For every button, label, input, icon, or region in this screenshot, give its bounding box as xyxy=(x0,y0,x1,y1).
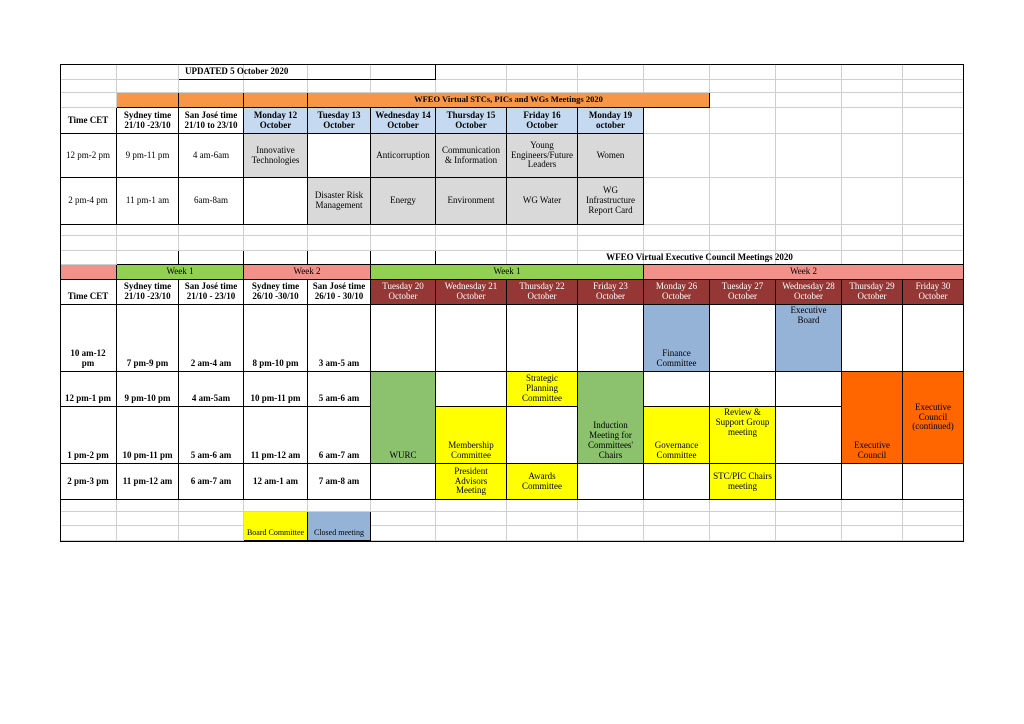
grid-cell xyxy=(308,80,371,93)
sanjose-time-cell: 6 am-7 am xyxy=(308,407,371,464)
grid-cell xyxy=(578,64,644,80)
grid-cell xyxy=(903,512,964,526)
empty-slot xyxy=(644,372,710,407)
sydney-time-cell: 10 pm-11 pm xyxy=(244,372,308,407)
grid-cell xyxy=(644,80,710,93)
grid-cell xyxy=(644,512,710,526)
sydney-time-cell: 12 am-1 am xyxy=(244,464,308,500)
empty-slot xyxy=(371,305,436,372)
grid-cell xyxy=(60,251,117,265)
empty-slot xyxy=(842,305,903,372)
sydney-time-cell: 7 pm-9 pm xyxy=(117,305,179,372)
event-membership-committee: Membership Committee xyxy=(436,407,507,464)
orange-header-cell xyxy=(244,93,308,108)
header-sydney-time: Sydney time 21/10 -23/10 xyxy=(117,108,179,134)
grid-cell xyxy=(710,80,776,93)
empty-slot xyxy=(436,372,507,407)
grid-cell xyxy=(776,108,842,134)
sanjose-time-cell: 7 am-8 am xyxy=(308,464,371,500)
blank-cell xyxy=(308,251,371,265)
sanjose-time-cell: 3 am-5 am xyxy=(308,305,371,372)
grid-cell xyxy=(842,225,903,236)
grid-cell xyxy=(903,134,964,178)
week1-label-times: Week 1 xyxy=(117,265,244,280)
meeting-cell: WG Infrastructure Report Card xyxy=(578,178,644,225)
grid-cell xyxy=(903,526,964,541)
empty-slot xyxy=(507,305,578,372)
grid-cell xyxy=(903,64,964,80)
grid-cell xyxy=(644,64,710,80)
header-sydney-time-week2: Sydney time 26/10 -30/10 xyxy=(244,280,308,305)
updated-title: UPDATED 5 October 2020 xyxy=(179,64,436,80)
sanjose-time-cell: 6 am-7 am xyxy=(179,464,244,500)
grid-cell xyxy=(507,512,578,526)
empty-cell xyxy=(244,178,308,225)
grid-cell xyxy=(507,526,578,541)
grid-cell xyxy=(371,512,436,526)
row-sydney-time: 9 pm-11 pm xyxy=(117,134,179,178)
grid-cell xyxy=(507,64,578,80)
sanjose-time-cell: 2 am-4 am xyxy=(179,305,244,372)
grid-cell xyxy=(371,526,436,541)
meeting-cell: Anticorruption xyxy=(371,134,436,178)
header-day: Friday 30 October xyxy=(903,280,964,305)
row-sanjose-time: 6am-8am xyxy=(179,178,244,225)
grid-cell xyxy=(117,500,179,512)
grid-cell xyxy=(710,236,776,251)
orange-header-cell xyxy=(179,93,244,108)
empty-slot xyxy=(776,464,842,500)
grid-cell xyxy=(842,108,903,134)
grid-cell xyxy=(776,93,842,108)
meeting-cell: Women xyxy=(578,134,644,178)
meeting-cell: Young Engineers/Future Leaders xyxy=(507,134,578,178)
grid-cell xyxy=(644,526,710,541)
grid-cell xyxy=(776,512,842,526)
grid-cell xyxy=(507,80,578,93)
grid-cell xyxy=(776,526,842,541)
grid-cell xyxy=(842,512,903,526)
grid-cell xyxy=(60,93,117,108)
header-time-cet: Time CET xyxy=(60,108,117,134)
blank-cell xyxy=(244,251,308,265)
grid-cell xyxy=(507,225,578,236)
grid-cell xyxy=(179,500,244,512)
grid-cell xyxy=(117,64,179,80)
grid-cell xyxy=(117,512,179,526)
meeting-cell: Energy xyxy=(371,178,436,225)
grid-cell xyxy=(507,500,578,512)
legend-board-committee: Board Committee xyxy=(244,512,308,541)
sanjose-time-cell: 4 am-5am xyxy=(179,372,244,407)
grid-cell xyxy=(371,225,436,236)
grid-cell xyxy=(117,236,179,251)
header-day: Tuesday 13 October xyxy=(308,108,371,134)
grid-cell xyxy=(903,108,964,134)
section1-title: WFEO Virtual STCs, PICs and WGs Meetings 2020 xyxy=(308,93,710,108)
grid-cell xyxy=(842,134,903,178)
sydney-time-cell: 11 pm-12 am xyxy=(244,407,308,464)
grid-cell xyxy=(507,236,578,251)
empty-slot xyxy=(776,372,842,407)
grid-cell xyxy=(60,526,117,541)
grid-cell xyxy=(436,512,507,526)
meeting-cell: Communication & Information xyxy=(436,134,507,178)
time-cet-cell: 1 pm-2 pm xyxy=(60,407,117,464)
grid-cell xyxy=(436,64,507,80)
header-day: Friday 16 October xyxy=(507,108,578,134)
empty-slot xyxy=(903,464,964,500)
grid-cell xyxy=(644,500,710,512)
grid-cell xyxy=(903,178,964,225)
grid-cell xyxy=(903,93,964,108)
grid-cell xyxy=(710,526,776,541)
grid-cell xyxy=(710,93,776,108)
grid-cell xyxy=(776,80,842,93)
grid-cell xyxy=(842,93,903,108)
grid-cell xyxy=(308,500,371,512)
grid-cell xyxy=(60,80,117,93)
grid-cell xyxy=(903,225,964,236)
event-executive-council-continued: Executive Council (continued) xyxy=(903,372,964,464)
sydney-time-cell: 9 pm-10 pm xyxy=(117,372,179,407)
grid-cell xyxy=(117,80,179,93)
grid-cell xyxy=(179,225,244,236)
grid-cell xyxy=(710,512,776,526)
grid-cell xyxy=(710,134,776,178)
grid-cell xyxy=(776,64,842,80)
week2-label-times: Week 2 xyxy=(244,265,371,280)
grid-cell xyxy=(710,225,776,236)
grid-cell xyxy=(60,64,117,80)
grid-cell xyxy=(842,64,903,80)
header-day: Wednesday 28 October xyxy=(776,280,842,305)
grid-cell xyxy=(776,236,842,251)
empty-slot xyxy=(644,464,710,500)
grid-cell xyxy=(710,64,776,80)
row-time-cet: 12 pm-2 pm xyxy=(60,134,117,178)
header-day: Thursday 15 October xyxy=(436,108,507,134)
sydney-time-cell: 8 pm-10 pm xyxy=(244,305,308,372)
empty-slot xyxy=(371,464,436,500)
grid-cell xyxy=(644,178,710,225)
empty-slot xyxy=(776,407,842,464)
grid-cell xyxy=(308,225,371,236)
grid-cell xyxy=(644,225,710,236)
event-strategic-planning: Strategic Planning Committee xyxy=(507,372,578,407)
grid-cell xyxy=(436,80,507,93)
row-sanjose-time: 4 am-6am xyxy=(179,134,244,178)
row-time-cet: 2 pm-4 pm xyxy=(60,178,117,225)
empty-cell xyxy=(308,134,371,178)
sydney-time-cell: 10 pm-11 pm xyxy=(117,407,179,464)
grid-cell xyxy=(842,80,903,93)
grid-cell xyxy=(578,225,644,236)
row-sydney-time: 11 pm-1 am xyxy=(117,178,179,225)
blank-cell xyxy=(179,251,244,265)
grid-cell xyxy=(903,236,964,251)
header-day: Thursday 22 October xyxy=(507,280,578,305)
grid-cell xyxy=(578,512,644,526)
grid-cell xyxy=(842,500,903,512)
meeting-cell: Disaster Risk Management xyxy=(308,178,371,225)
grid-cell xyxy=(60,500,117,512)
grid-cell xyxy=(60,225,117,236)
grid-cell xyxy=(578,526,644,541)
empty-slot xyxy=(578,464,644,500)
grid-cell xyxy=(776,500,842,512)
grid-cell xyxy=(842,236,903,251)
grid-cell xyxy=(371,80,436,93)
section2-title: WFEO Virtual Executive Council Meetings 2020 xyxy=(436,251,964,265)
blank-cell xyxy=(371,251,436,265)
grid-cell xyxy=(578,80,644,93)
header-day: Monday 12 October xyxy=(244,108,308,134)
grid-cell xyxy=(903,500,964,512)
grid-cell xyxy=(578,500,644,512)
header-day: Tuesday 27 October xyxy=(710,280,776,305)
grid-cell xyxy=(179,512,244,526)
grid-cell xyxy=(710,500,776,512)
header-day: Thursday 29 October xyxy=(842,280,903,305)
header-time-cet: Time CET xyxy=(60,280,117,305)
grid-cell xyxy=(371,500,436,512)
header-sanjose-time-week1: San José time 21/10 - 23/10 xyxy=(179,280,244,305)
event-president-advisors: President Advisors Meeting xyxy=(436,464,507,500)
grid-cell xyxy=(117,526,179,541)
meeting-cell: Environment xyxy=(436,178,507,225)
grid-cell xyxy=(776,134,842,178)
grid-cell xyxy=(644,236,710,251)
header-sydney-time-week1: Sydney time 21/10 -23/10 xyxy=(117,280,179,305)
header-day: Monday 26 October xyxy=(644,280,710,305)
grid-cell xyxy=(60,512,117,526)
grid-cell xyxy=(903,80,964,93)
grid-cell xyxy=(436,500,507,512)
header-day: Tuesday 20 October xyxy=(371,280,436,305)
grid-cell xyxy=(117,225,179,236)
grid-cell xyxy=(179,526,244,541)
event-executive-board: Executive Board xyxy=(776,305,842,372)
event-stc-pic-chairs: STC/PIC Chairs meeting xyxy=(710,464,776,500)
header-day: Monday 19 october xyxy=(578,108,644,134)
empty-slot xyxy=(903,305,964,372)
empty-slot xyxy=(436,305,507,372)
week1-label-days: Week 1 xyxy=(371,265,644,280)
sanjose-time-cell: 5 am-6 am xyxy=(308,372,371,407)
blank-cell xyxy=(117,251,179,265)
sanjose-time-cell: 5 am-6 am xyxy=(179,407,244,464)
time-cet-cell: 2 pm-3 pm xyxy=(60,464,117,500)
empty-slot xyxy=(842,464,903,500)
grid-cell xyxy=(244,500,308,512)
header-day: Wednesday 21 October xyxy=(436,280,507,305)
grid-cell xyxy=(436,526,507,541)
empty-slot xyxy=(710,372,776,407)
grid-cell xyxy=(578,236,644,251)
header-day: Friday 23 October xyxy=(578,280,644,305)
header-sanjose-time: San José time 21/10 to 23/10 xyxy=(179,108,244,134)
grid-cell xyxy=(179,236,244,251)
event-wurc: WURC xyxy=(371,372,436,464)
sydney-time-cell: 11 pm-12 am xyxy=(117,464,179,500)
empty-slot xyxy=(578,305,644,372)
grid-cell xyxy=(710,178,776,225)
event-finance-committee: Finance Committee xyxy=(644,305,710,372)
grid-cell xyxy=(436,225,507,236)
schedule-sheet xyxy=(60,64,964,542)
event-awards-committee: Awards Committee xyxy=(507,464,578,500)
grid-cell xyxy=(244,236,308,251)
event-governance-committee: Governance Committee xyxy=(644,407,710,464)
event-review-support-group: Review & Support Group meeting xyxy=(710,407,776,464)
header-day: Wednesday 14 October xyxy=(371,108,436,134)
time-cet-cell: 12 pm-1 pm xyxy=(60,372,117,407)
grid-cell xyxy=(308,236,371,251)
grid-cell xyxy=(179,80,244,93)
grid-cell xyxy=(244,225,308,236)
week-row-lead xyxy=(60,265,117,280)
grid-cell xyxy=(371,236,436,251)
time-cet-cell: 10 am-12 pm xyxy=(60,305,117,372)
grid-cell xyxy=(710,108,776,134)
grid-cell xyxy=(436,236,507,251)
legend-closed-meeting: Closed meeting xyxy=(308,512,371,541)
event-executive-council: Executive Council xyxy=(842,372,903,464)
grid-cell xyxy=(244,80,308,93)
header-sanjose-time-week2: San José time 26/10 - 30/10 xyxy=(308,280,371,305)
week2-label-days: Week 2 xyxy=(644,265,964,280)
meeting-cell: Innovative Technologies xyxy=(244,134,308,178)
empty-slot xyxy=(507,407,578,464)
event-induction-meeting: Induction Meeting for Committees' Chairs xyxy=(578,372,644,464)
empty-slot xyxy=(710,305,776,372)
orange-header-cell xyxy=(117,93,179,108)
meeting-cell: WG Water xyxy=(507,178,578,225)
grid-cell xyxy=(644,134,710,178)
grid-cell xyxy=(842,178,903,225)
grid-cell xyxy=(60,236,117,251)
grid-cell xyxy=(776,178,842,225)
grid-cell xyxy=(842,526,903,541)
grid-cell xyxy=(644,108,710,134)
grid-cell xyxy=(776,225,842,236)
